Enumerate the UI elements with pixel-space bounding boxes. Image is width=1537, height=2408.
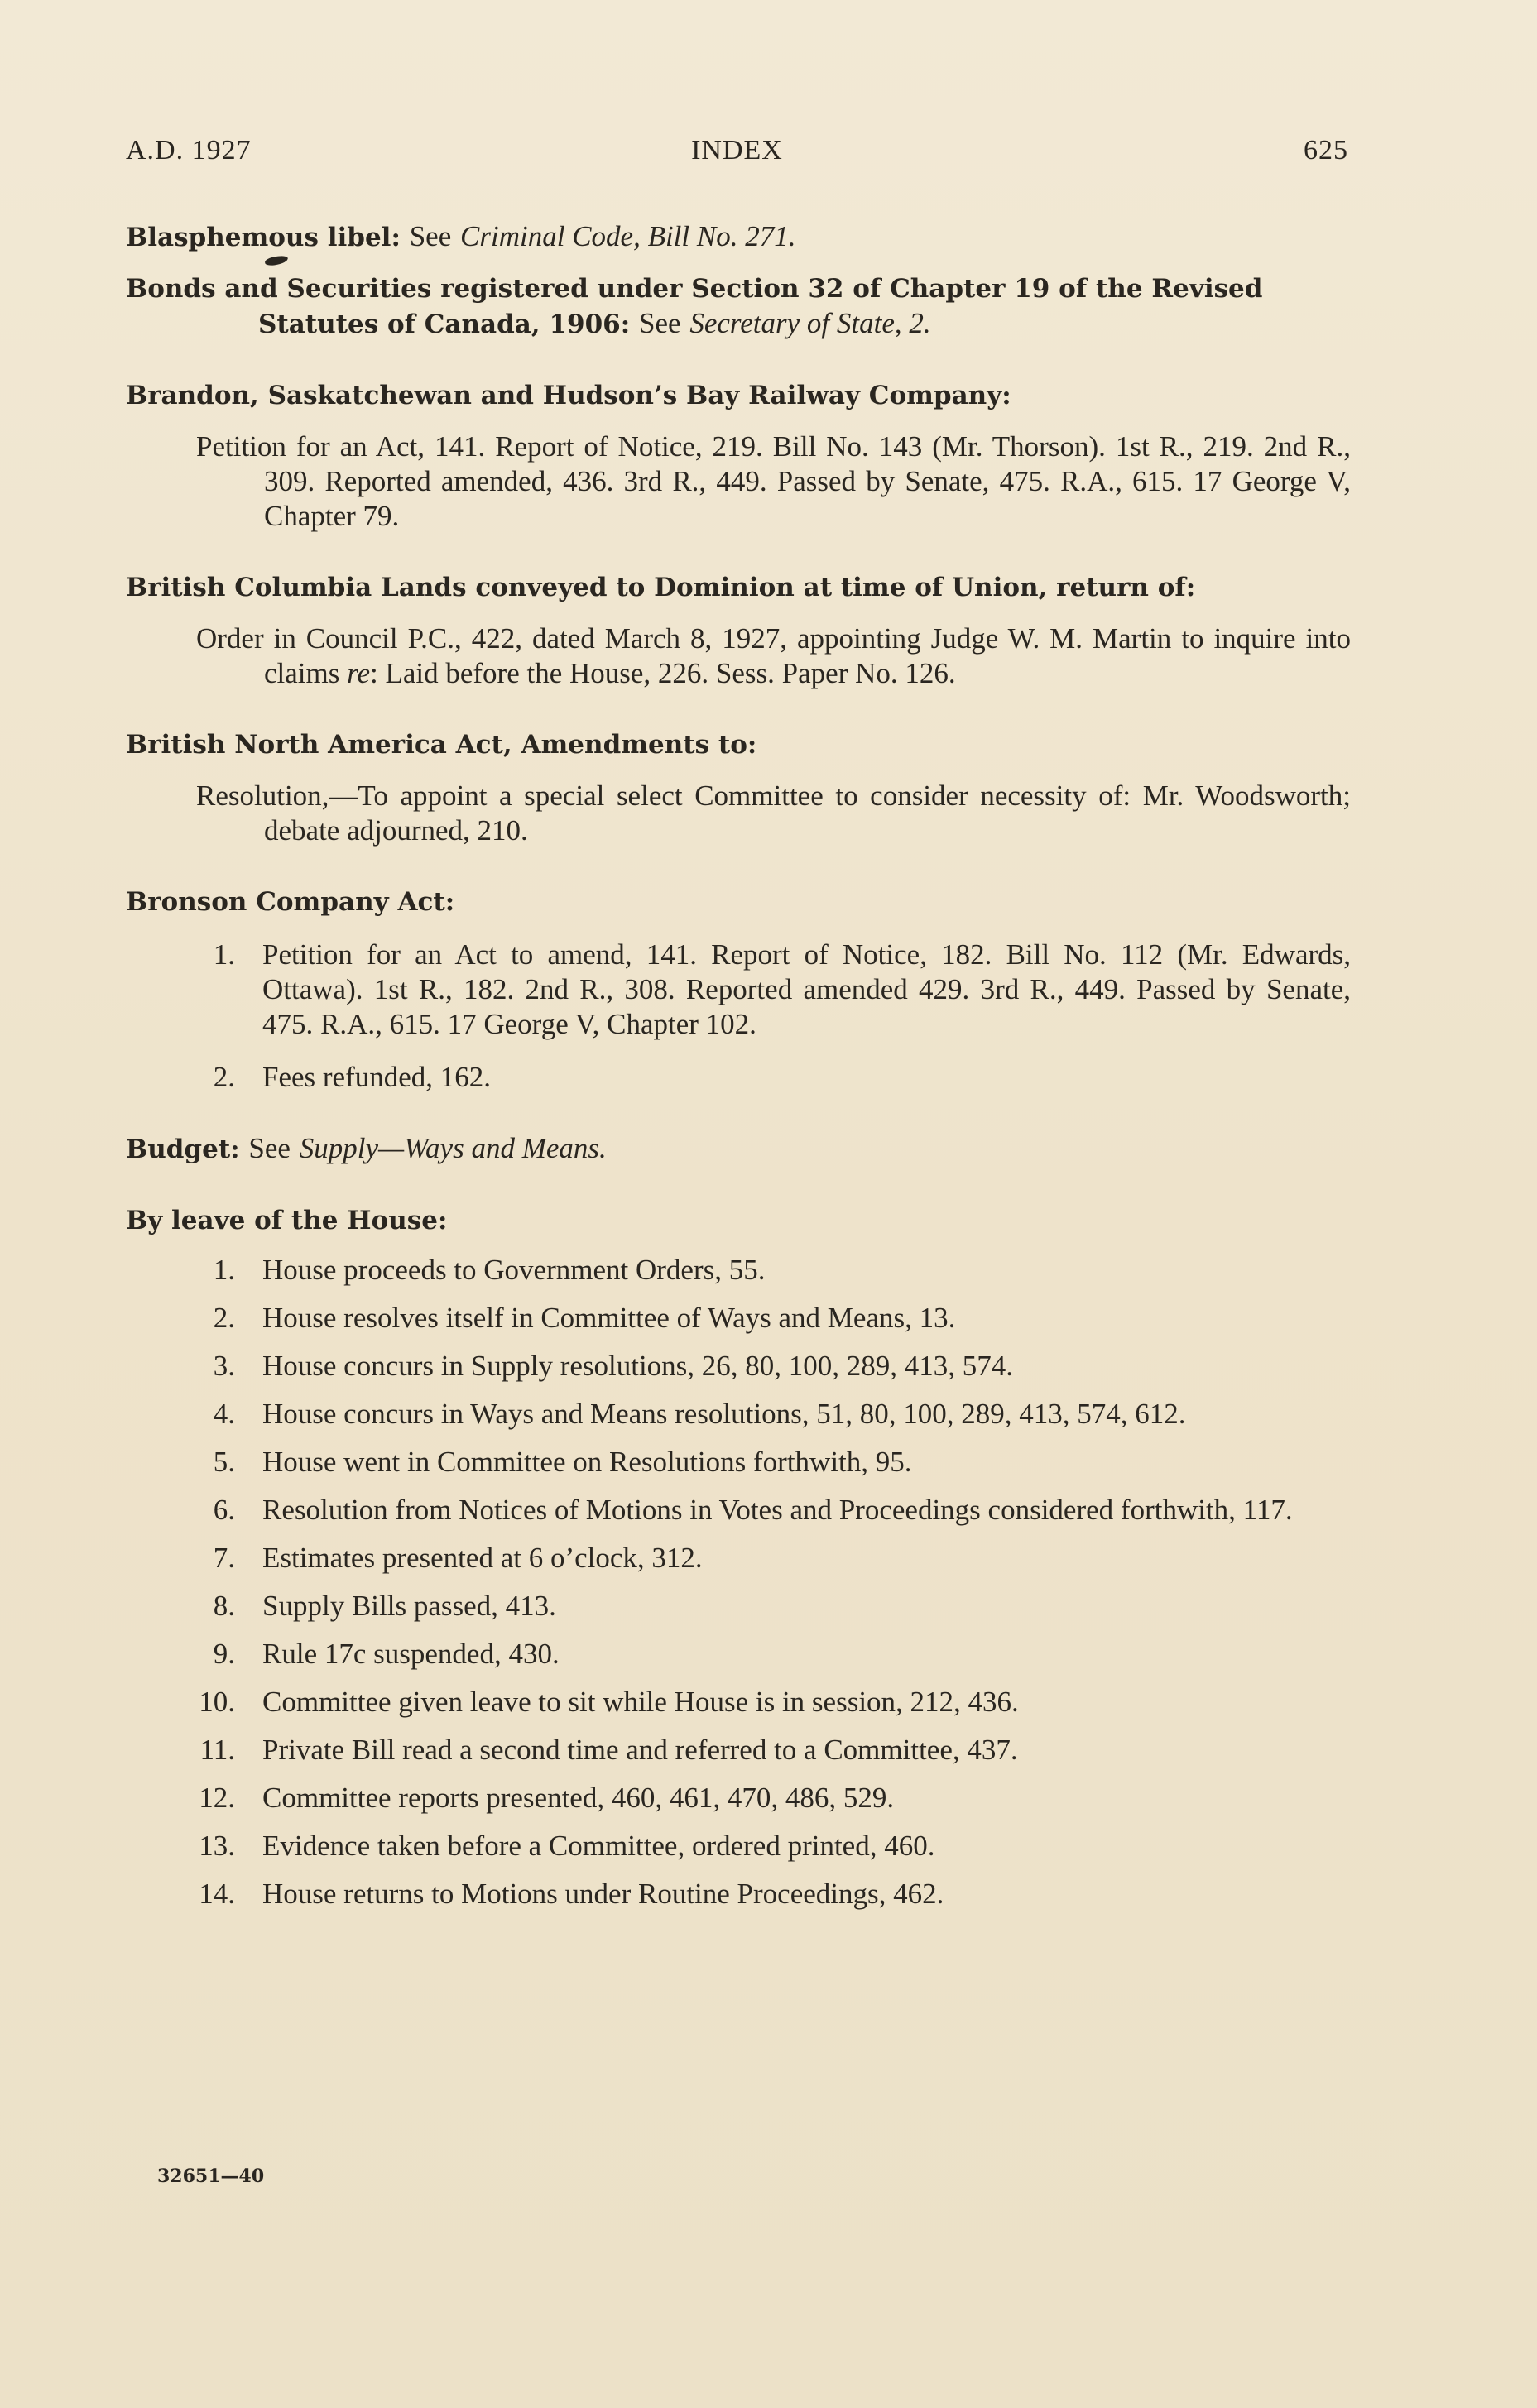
ink-mark (264, 255, 288, 266)
list-item (126, 1637, 1351, 1672)
entry-text: Petition for an Act, 141. Report of Notice, 219. Bill No. 143 (Mr. Thorson). 1st R., 219. 2nd R., 309. Reported amended, 436. 3rd R., 449. Passed by Senate, 475. R.A., 615. 17 George V, Chapter 79. (196, 430, 1351, 532)
list-item (126, 1301, 1351, 1336)
entry-text (196, 621, 1351, 691)
entry-blasphemous-libel (126, 219, 1351, 265)
text-part: : Laid before the House, 226. Sess. Paper No. 126. (369, 657, 956, 689)
list-item (126, 1253, 1351, 1288)
item-text: House returns to Motions under Routine Proceedings, 462. (262, 1878, 944, 1910)
item-text: Petition for an Act to amend, 141. Report of Notice, 182. Bill No. 112 (Mr. Edwards, Ottawa). 1st R., 182. 2nd R., 308. Reported amended 429. 3rd R., 449. Passed by Senate, 475. R.A., 615. 17 George V, Chapter 102. (262, 938, 1351, 1040)
list-item (126, 1781, 1351, 1816)
item-number: 10. (199, 1686, 235, 1718)
item-number: 2. (213, 1061, 235, 1093)
item-number: 8. (213, 1590, 235, 1622)
list-item (126, 938, 1351, 1042)
entry-bonds-and-securities (126, 271, 1351, 342)
item-text: Estimates presented at 6 o’clock, 312. (262, 1542, 703, 1574)
item-text: House went in Committee on Resolutions forthwith, 95. (262, 1446, 912, 1478)
entry-list (126, 938, 1351, 1095)
list-item (126, 1541, 1351, 1576)
item-number: 4. (213, 1398, 235, 1430)
entry-heading (126, 1131, 1351, 1167)
list-item (126, 1445, 1351, 1480)
entry-brandon-railway (126, 378, 1351, 534)
entry-british-columbia-lands (126, 570, 1351, 691)
entry-budget (126, 1131, 1351, 1167)
text-italic: re (347, 657, 370, 689)
entry-heading: By leave of the House: (126, 1206, 448, 1235)
item-number: 12. (199, 1782, 235, 1814)
item-number: 11. (199, 1734, 235, 1766)
list-item (126, 1733, 1351, 1768)
header-title: INDEX (691, 135, 783, 165)
list-item (126, 1877, 1351, 1912)
item-number: 14. (199, 1878, 235, 1910)
heading-text: Blasphemous libel: (126, 223, 401, 252)
header-year: A.D. 1927 (126, 135, 252, 165)
list-item (126, 1060, 1351, 1095)
item-number: 5. (213, 1446, 235, 1478)
item-text: Fees refunded, 162. (262, 1061, 492, 1093)
entry-by-leave-of-the-house (126, 1203, 1351, 1912)
item-number: 7. (213, 1542, 235, 1574)
item-text: Committee reports presented, 460, 461, 470, 486, 529. (262, 1782, 895, 1814)
item-text: Committee given leave to sit while House is in session, 212, 436. (262, 1686, 1019, 1718)
cross-reference: Criminal Code, Bill No. 271. (460, 220, 796, 252)
item-number: 13. (199, 1830, 235, 1862)
item-number: 1. (213, 938, 235, 971)
entry-heading: Brandon, Saskatchewan and Hudson’s Bay Railway Company: (126, 381, 1011, 410)
item-text: Resolution from Notices of Motions in Votes and Proceedings considered forthwith, 117. (262, 1494, 1293, 1526)
item-number: 3. (213, 1350, 235, 1382)
entry-heading (126, 219, 1351, 255)
item-text: Supply Bills passed, 413. (262, 1590, 556, 1622)
list-item (126, 1397, 1351, 1432)
list-item (126, 1493, 1351, 1528)
see-label: See (409, 220, 452, 252)
cross-reference: Supply—Ways and Means. (299, 1132, 607, 1164)
running-header (126, 135, 1348, 168)
entry-text: Resolution,—To appoint a special select Committee to consider necessity of: Mr. Woodsworth; debate adjourned, 210. (196, 779, 1351, 847)
text-part: Order in Council P.C., 422, dated March 8, 1927, appointing Judge W. M. Martin to inquire into claims (196, 622, 1351, 689)
heading-text: Bonds and Securities registered under Section 32 of Chapter 19 of the Revised Statutes of Canada, 1906: (126, 274, 1263, 339)
index-content (126, 219, 1351, 1912)
entry-heading: British Columbia Lands conveyed to Dominion at time of Union, return of: (126, 573, 1196, 602)
entry-bronson-company-act (126, 885, 1351, 1095)
entry-heading (126, 271, 1351, 342)
printer-signature: 32651—40 (157, 2166, 265, 2187)
see-label: See (639, 307, 681, 339)
item-number: 6. (213, 1494, 235, 1526)
item-text: House concurs in Supply resolutions, 26, 80, 100, 289, 413, 574. (262, 1350, 1014, 1382)
list-item (126, 1589, 1351, 1624)
item-text: Evidence taken before a Committee, ordered printed, 460. (262, 1830, 935, 1862)
item-text: House concurs in Ways and Means resolutions, 51, 80, 100, 289, 413, 574, 612. (262, 1398, 1186, 1430)
see-label: See (248, 1132, 291, 1164)
entry-heading: British North America Act, Amendments to: (126, 730, 757, 760)
item-number: 9. (213, 1638, 235, 1670)
heading-text: Budget: (126, 1134, 240, 1164)
item-text: House proceeds to Government Orders, 55. (262, 1254, 766, 1286)
list-item (126, 1349, 1351, 1384)
entry-heading: Bronson Company Act: (126, 887, 455, 917)
item-number: 1. (213, 1254, 235, 1286)
list-item (126, 1829, 1351, 1864)
entry-list (126, 1253, 1351, 1912)
cross-reference: Secretary of State, 2. (689, 307, 931, 339)
item-text: House resolves itself in Committee of Ways and Means, 13. (262, 1302, 956, 1334)
list-item (126, 1685, 1351, 1720)
page-number: 625 (1304, 135, 1348, 165)
item-number: 2. (213, 1302, 235, 1334)
item-text: Private Bill read a second time and referred to a Committee, 437. (262, 1734, 1018, 1766)
entry-british-north-america-act (126, 727, 1351, 848)
item-text: Rule 17c suspended, 430. (262, 1638, 560, 1670)
